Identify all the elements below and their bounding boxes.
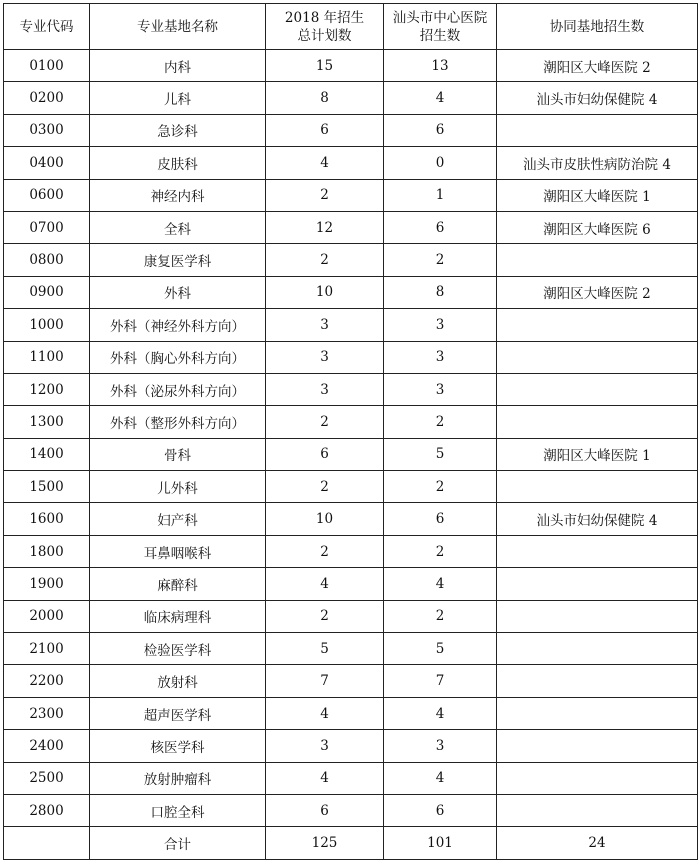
cell-total: 4 xyxy=(266,147,384,179)
cell-name: 超声医学科 xyxy=(90,697,266,729)
cell-total: 4 xyxy=(266,568,384,600)
cell-total: 2 xyxy=(266,535,384,567)
cell-total: 15 xyxy=(266,50,384,82)
table-row xyxy=(4,438,698,470)
cell-central: 4 xyxy=(384,82,497,114)
cell-name: 儿科 xyxy=(90,82,266,114)
cell-name: 外科（胸心外科方向） xyxy=(90,341,266,373)
cell-coop xyxy=(497,697,698,729)
table-row xyxy=(4,276,698,308)
cell-central: 8 xyxy=(384,276,497,308)
cell-code: 0100 xyxy=(4,50,90,82)
cell-central: 6 xyxy=(384,794,497,826)
cell-code: 1200 xyxy=(4,373,90,405)
cell-coop xyxy=(497,341,698,373)
table-row xyxy=(4,762,698,794)
header-central-line2: 招生数 xyxy=(419,27,461,44)
cell-central: 6 xyxy=(384,503,497,535)
cell-name: 全科 xyxy=(90,211,266,243)
cell-name: 外科（泌尿外科方向） xyxy=(90,373,266,405)
cell-coop: 潮阳区大峰医院 2 xyxy=(497,50,698,82)
cell-name: 皮肤科 xyxy=(90,147,266,179)
cell-total: 3 xyxy=(266,730,384,762)
table-row xyxy=(4,114,698,146)
cell-name: 核医学科 xyxy=(90,730,266,762)
table-row xyxy=(4,697,698,729)
totals-label: 合计 xyxy=(90,827,266,859)
cell-coop: 潮阳区大峰医院 1 xyxy=(497,179,698,211)
table-row xyxy=(4,665,698,697)
cell-central: 5 xyxy=(384,438,497,470)
cell-code: 1000 xyxy=(4,309,90,341)
table-row xyxy=(4,244,698,276)
cell-total: 10 xyxy=(266,276,384,308)
cell-total: 12 xyxy=(266,211,384,243)
cell-central: 2 xyxy=(384,244,497,276)
cell-coop: 汕头市妇幼保健院 4 xyxy=(497,82,698,114)
cell-coop xyxy=(497,665,698,697)
cell-coop xyxy=(497,244,698,276)
cell-name: 麻醉科 xyxy=(90,568,266,600)
cell-code: 0400 xyxy=(4,147,90,179)
cell-code: 1500 xyxy=(4,471,90,503)
table-row xyxy=(4,794,698,826)
cell-central: 6 xyxy=(384,211,497,243)
cell-code: 1900 xyxy=(4,568,90,600)
header-central xyxy=(384,4,497,50)
cell-total: 6 xyxy=(266,794,384,826)
table-row xyxy=(4,730,698,762)
table-row xyxy=(4,373,698,405)
header-total-line1: 2018 年招生 xyxy=(284,9,365,26)
cell-coop xyxy=(497,730,698,762)
cell-central: 2 xyxy=(384,406,497,438)
cell-coop xyxy=(497,373,698,405)
table-row xyxy=(4,309,698,341)
header-row xyxy=(4,4,698,50)
cell-total: 2 xyxy=(266,406,384,438)
cell-coop: 汕头市皮肤性病防治院 4 xyxy=(497,147,698,179)
cell-name: 康复医学科 xyxy=(90,244,266,276)
cell-code: 0900 xyxy=(4,276,90,308)
cell-coop xyxy=(497,535,698,567)
cell-name: 口腔全科 xyxy=(90,794,266,826)
cell-total: 4 xyxy=(266,697,384,729)
cell-name: 神经内科 xyxy=(90,179,266,211)
cell-name: 外科（神经外科方向） xyxy=(90,309,266,341)
cell-total: 7 xyxy=(266,665,384,697)
cell-central: 4 xyxy=(384,762,497,794)
cell-code: 2500 xyxy=(4,762,90,794)
cell-coop xyxy=(497,633,698,665)
table-row xyxy=(4,147,698,179)
cell-total: 2 xyxy=(266,600,384,632)
cell-name: 外科（整形外科方向） xyxy=(90,406,266,438)
cell-central: 5 xyxy=(384,633,497,665)
cell-coop: 潮阳区大峰医院 1 xyxy=(497,438,698,470)
cell-central: 2 xyxy=(384,471,497,503)
cell-name: 检验医学科 xyxy=(90,633,266,665)
cell-name: 临床病理科 xyxy=(90,600,266,632)
cell-total: 6 xyxy=(266,438,384,470)
cell-coop: 汕头市妇幼保健院 4 xyxy=(497,503,698,535)
cell-name: 放射科 xyxy=(90,665,266,697)
cell-coop xyxy=(497,794,698,826)
cell-total: 10 xyxy=(266,503,384,535)
table-row xyxy=(4,568,698,600)
cell-central: 4 xyxy=(384,697,497,729)
table-row xyxy=(4,600,698,632)
header-central-line1: 汕头市中心医院 xyxy=(392,9,488,26)
cell-central: 13 xyxy=(384,50,497,82)
cell-central: 3 xyxy=(384,341,497,373)
cell-coop: 潮阳区大峰医院 6 xyxy=(497,211,698,243)
cell-coop xyxy=(497,568,698,600)
cell-central: 2 xyxy=(384,600,497,632)
cell-code: 2100 xyxy=(4,633,90,665)
cell-code: 2800 xyxy=(4,794,90,826)
cell-coop xyxy=(497,114,698,146)
cell-total: 2 xyxy=(266,471,384,503)
cell-coop xyxy=(497,471,698,503)
cell-name: 急诊科 xyxy=(90,114,266,146)
totals-central: 101 xyxy=(384,827,497,859)
cell-total: 4 xyxy=(266,762,384,794)
table-row xyxy=(4,633,698,665)
table-row xyxy=(4,179,698,211)
cell-code: 0300 xyxy=(4,114,90,146)
cell-name: 儿外科 xyxy=(90,471,266,503)
table-row xyxy=(4,341,698,373)
cell-total: 2 xyxy=(266,244,384,276)
cell-name: 内科 xyxy=(90,50,266,82)
cell-code: 0800 xyxy=(4,244,90,276)
cell-coop xyxy=(497,762,698,794)
cell-coop xyxy=(497,600,698,632)
table-row xyxy=(4,535,698,567)
cell-name: 妇产科 xyxy=(90,503,266,535)
cell-name: 放射肿瘤科 xyxy=(90,762,266,794)
cell-code: 1300 xyxy=(4,406,90,438)
cell-total: 3 xyxy=(266,373,384,405)
cell-total: 2 xyxy=(266,179,384,211)
cell-central: 1 xyxy=(384,179,497,211)
cell-code: 1800 xyxy=(4,535,90,567)
cell-code: 1600 xyxy=(4,503,90,535)
header-code: 专业代码 xyxy=(4,4,90,50)
table-row xyxy=(4,503,698,535)
enrollment-table xyxy=(3,3,698,860)
cell-total: 3 xyxy=(266,341,384,373)
cell-code: 1100 xyxy=(4,341,90,373)
totals-code-cell xyxy=(4,827,90,859)
totals-row xyxy=(4,827,698,859)
cell-code: 0600 xyxy=(4,179,90,211)
cell-code: 2300 xyxy=(4,697,90,729)
cell-coop xyxy=(497,309,698,341)
cell-code: 1400 xyxy=(4,438,90,470)
totals-total: 125 xyxy=(266,827,384,859)
table-row xyxy=(4,211,698,243)
table-row xyxy=(4,471,698,503)
cell-code: 2000 xyxy=(4,600,90,632)
cell-central: 6 xyxy=(384,114,497,146)
table-row xyxy=(4,82,698,114)
cell-central: 2 xyxy=(384,535,497,567)
header-coop: 协同基地招生数 xyxy=(497,4,698,50)
table-body xyxy=(4,50,698,827)
totals-coop: 24 xyxy=(497,827,698,859)
header-total xyxy=(266,4,384,50)
cell-central: 0 xyxy=(384,147,497,179)
cell-total: 5 xyxy=(266,633,384,665)
cell-total: 8 xyxy=(266,82,384,114)
cell-name: 耳鼻咽喉科 xyxy=(90,535,266,567)
cell-code: 0700 xyxy=(4,211,90,243)
cell-name: 外科 xyxy=(90,276,266,308)
cell-total: 6 xyxy=(266,114,384,146)
table-row xyxy=(4,50,698,82)
cell-name: 骨科 xyxy=(90,438,266,470)
cell-central: 4 xyxy=(384,568,497,600)
cell-total: 3 xyxy=(266,309,384,341)
cell-central: 3 xyxy=(384,730,497,762)
cell-code: 0200 xyxy=(4,82,90,114)
header-total-line2: 总计划数 xyxy=(297,27,352,44)
cell-coop: 潮阳区大峰医院 2 xyxy=(497,276,698,308)
cell-central: 3 xyxy=(384,373,497,405)
cell-central: 7 xyxy=(384,665,497,697)
cell-code: 2200 xyxy=(4,665,90,697)
header-name: 专业基地名称 xyxy=(90,4,266,50)
cell-central: 3 xyxy=(384,309,497,341)
table-row xyxy=(4,406,698,438)
cell-coop xyxy=(497,406,698,438)
cell-code: 2400 xyxy=(4,730,90,762)
